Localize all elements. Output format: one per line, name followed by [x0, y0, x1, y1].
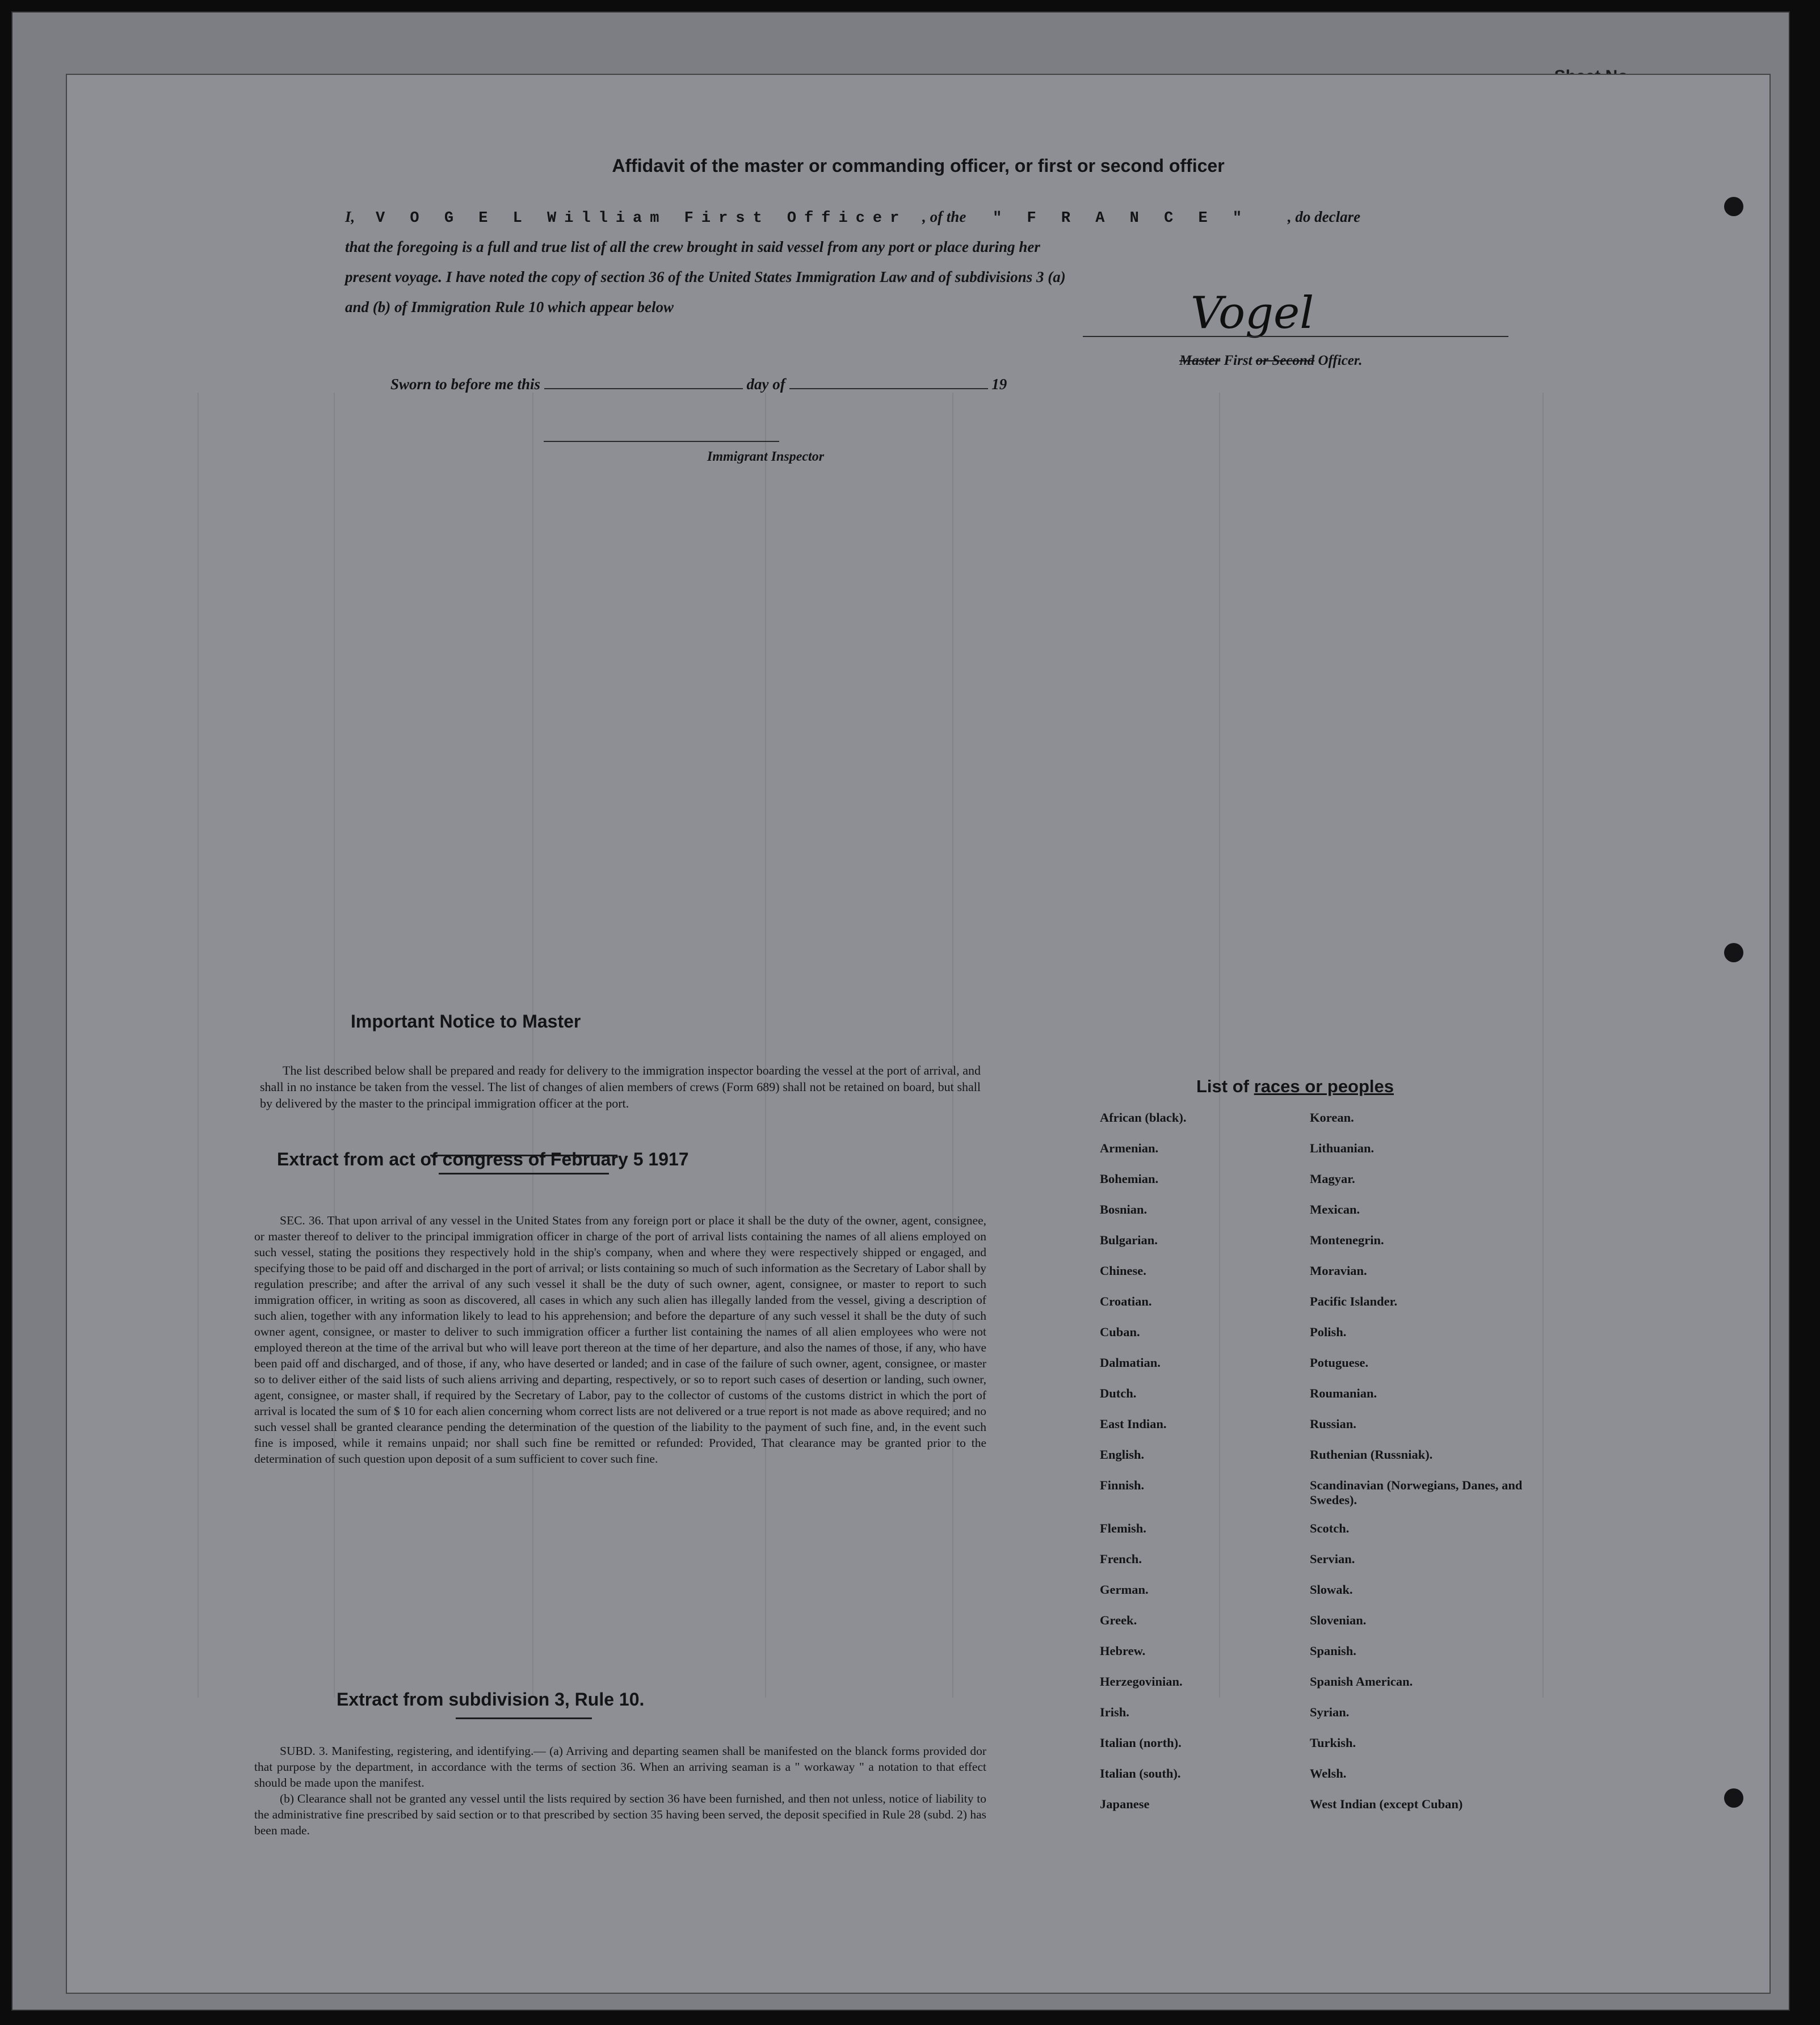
race-item: Armenian.: [1100, 1141, 1159, 1155]
punch-hole: [1724, 197, 1743, 216]
inspector-signature-line: [544, 441, 779, 442]
race-item: Russian.: [1310, 1417, 1356, 1431]
declaration-line-3: present voyage. I have noted the copy of section 36 of the United States Immigration Law and of subdivisions 3 (a): [345, 268, 1066, 285]
race-item: Lithuanian.: [1310, 1141, 1375, 1155]
race-item: East Indian.: [1100, 1417, 1167, 1431]
rank-officer: Officer.: [1318, 353, 1363, 368]
officer-name-typed: V O G E L William First Officer: [376, 210, 907, 227]
race-item: Magyar.: [1310, 1172, 1355, 1186]
notice-body: The list described below shall be prepared and ready for delivery to the immigration inspector boarding the vessel at the port of arrival, and shall in no instance be taken from the vessel. The list of changes of alien members of crews (Form 689) shall not be retained on board, but shall by delivered by the master to the principal immigration officer at the port.: [260, 1063, 981, 1110]
race-item: French.: [1100, 1552, 1142, 1566]
race-item: Ruthenian (Russniak).: [1310, 1447, 1433, 1462]
race-item: Turkish.: [1310, 1736, 1356, 1750]
sworn-day-blank: [544, 388, 743, 389]
race-item: Cuban.: [1100, 1325, 1140, 1339]
races-title: [1196, 1076, 1394, 1097]
race-item: Spanish American.: [1310, 1674, 1413, 1689]
sworn-month-blank: [789, 388, 988, 389]
signature-line: [1083, 336, 1508, 337]
race-item: Polish.: [1310, 1325, 1347, 1339]
ghost-column-rule: [952, 393, 953, 1698]
affidavit-page: [67, 75, 1769, 1993]
race-item: Croatian.: [1100, 1294, 1152, 1308]
ghost-column-rule: [197, 393, 199, 1698]
races-left-column: [1100, 1110, 1310, 1828]
race-item: Korean.: [1310, 1110, 1354, 1125]
race-item: Welsh.: [1310, 1766, 1347, 1780]
race-item: Syrian.: [1310, 1705, 1350, 1719]
race-item: German.: [1100, 1582, 1149, 1597]
affidavit-title: Affidavit of the master or commanding officer, or first or second officer: [612, 155, 1225, 176]
day-of-text: day of: [746, 376, 785, 393]
race-item: Roumanian.: [1310, 1386, 1377, 1400]
race-item: Dalmatian.: [1100, 1355, 1161, 1370]
race-item: African (black).: [1100, 1110, 1187, 1125]
race-item: Dutch.: [1100, 1386, 1137, 1400]
race-item: Slovenian.: [1310, 1613, 1367, 1627]
race-item: Irish.: [1100, 1705, 1129, 1719]
race-item: Chinese.: [1100, 1264, 1146, 1278]
struck-master: Master: [1179, 353, 1221, 368]
race-item: Finnish.: [1100, 1478, 1145, 1492]
punch-hole: [1724, 1788, 1743, 1808]
declaration-line-1: [345, 208, 1508, 227]
race-item: Scandinavian (Norwegians, Danes, and Swedes).: [1310, 1478, 1523, 1507]
race-item: Montenegrin.: [1310, 1233, 1384, 1247]
race-item: Spanish.: [1310, 1644, 1356, 1658]
officer-signature: Vogel: [1191, 288, 1314, 339]
race-item: English.: [1100, 1447, 1145, 1462]
punch-hole: [1724, 943, 1743, 962]
extract-act-title: Extract from act of congress of February 5 1917: [277, 1149, 689, 1169]
race-item: Mexican.: [1310, 1202, 1360, 1216]
race-item: Herzegovinian.: [1100, 1674, 1183, 1689]
declaration-line-4: and (b) of Immigration Rule 10 which appear below: [345, 298, 674, 315]
rank-first: First: [1224, 353, 1252, 368]
race-item: Potuguese.: [1310, 1355, 1369, 1370]
of-the-text: , of the: [922, 208, 966, 225]
immigrant-inspector-label: Immigrant Inspector: [707, 449, 825, 464]
race-item: Slowak.: [1310, 1582, 1353, 1597]
rule-paragraph-b: (b) Clearance shall not be granted any vessel until the lists required by section 36 have been furnished, and then not unless, notice of liability to the administrative fine prescribed by said section or to that prescribed by section 35 having been served, the deposit specified in Rule 28 (subd. 2) has been made.: [254, 1792, 986, 1837]
section-divider: [456, 1717, 592, 1719]
race-item: Moravian.: [1310, 1264, 1367, 1278]
races-title-prefix: List of: [1196, 1076, 1249, 1096]
struck-second: or Second: [1255, 353, 1315, 368]
ghost-column-rule: [532, 393, 533, 1698]
race-item: Greek.: [1100, 1613, 1137, 1627]
sworn-text: Sworn to before me this: [390, 376, 541, 393]
declaration-intro: I,: [345, 208, 355, 225]
race-item: Bohemian.: [1100, 1172, 1159, 1186]
year-prefix: 19: [991, 376, 1007, 393]
ghost-column-rule: [334, 393, 335, 1698]
race-item: Japanese: [1100, 1797, 1150, 1811]
race-item: Italian (south).: [1100, 1766, 1181, 1780]
vessel-name-typed: " F R A N C E ": [993, 210, 1250, 227]
declare-text: , do declare: [1287, 208, 1361, 225]
ghost-column-rule: [765, 393, 766, 1698]
sworn-line: [390, 376, 1007, 393]
races-title-main: races or peoples: [1254, 1076, 1394, 1096]
notice-title: Important Notice to Master: [351, 1011, 581, 1032]
extract-act-body: SEC. 36. That upon arrival of any vessel in the United States from any foreign port or place it shall be the duty of the owner, agent, consignee, or master thereof to deliver to the principal immigration officer in charge of the port of arrival lists containing the names of all aliens employed on such vessel, stating the positions they respectively hold in the ship's company, when and where they were respectively shipped or engaged, and specifying those to be paid off and discharged in the port of arrival; or lists containing so much of such information as the Secretary of Labor shall by regulation prescribe; and after the arrival of any such vessel it shall be the duty of such owner, agent, consignee, or master to report to such immigration officer, in writing as soon as discovered, all cases in which any such alien has illegally landed from the vessel, giving a description of such alien, together with any information likely to lead to his apprehension; and before the departure of any such vessel it shall be the duty of such owner agent, consignee, or master to deliver to such immigration officer a further list containing the names of all alien employees who were not employed thereon at the time of the arrival but who will leave port thereon at the time of her departure, and also the names of those, if any, who have been paid off and discharged, and of those, if any, who have deserted or landed; and in case of the failure of such owner, agent, consignee, or master so to deliver either of the said lists of such aliens arriving and departing, respectively, or so to report such cases of desertion or landing, such owner, agent, consignee, or master shall, if required by the Secretary of Labor, pay to the collector of customs of the customs district in which the port of arrival is located the sum of $ 10 for each alien concerning whom correct lists are not delivered or a true report is not made as above required; and no such vessel shall be granted clearance pending the determination of the question of the liability to the payment of such fine, and, in the event such fine is imposed, while it remains unpaid; nor shall such fine be remitted or refunded: Provided, That clearance may be granted prior to the determination of such question upon deposit of a sum sufficient to cover such fine.: [254, 1214, 986, 1466]
races-right-column: [1310, 1110, 1554, 1828]
race-item: Pacific Islander.: [1310, 1294, 1398, 1308]
race-item: Italian (north).: [1100, 1736, 1182, 1750]
race-item: Bosnian.: [1100, 1202, 1148, 1216]
race-item: Hebrew.: [1100, 1644, 1146, 1658]
race-item: Servian.: [1310, 1552, 1355, 1566]
declaration-line-2: that the foregoing is a full and true list of all the crew brought in said vessel from any port or place during her: [345, 238, 1040, 255]
races-list: [1100, 1110, 1554, 1828]
race-item: Flemish.: [1100, 1521, 1146, 1535]
race-item: Scotch.: [1310, 1521, 1350, 1535]
race-item: Bulgarian.: [1100, 1233, 1158, 1247]
officer-rank-label: [1179, 353, 1363, 369]
race-item: West Indian (except Cuban): [1310, 1797, 1463, 1811]
rule-paragraph-a: SUBD. 3. Manifesting, registering, and identifying.— (a) Arriving and departing seamen shall be manifested on the blanck forms provided dor that purpose by the department, in accordance with the terms of section 36. When an arriving seaman is a " workaway " a notation to that effect should be made upon the manifest.: [254, 1744, 986, 1790]
section-divider: [439, 1173, 609, 1174]
extract-rule-title: Extract from subdivision 3, Rule 10.: [337, 1689, 645, 1710]
extract-rule-body: [254, 1743, 986, 1838]
